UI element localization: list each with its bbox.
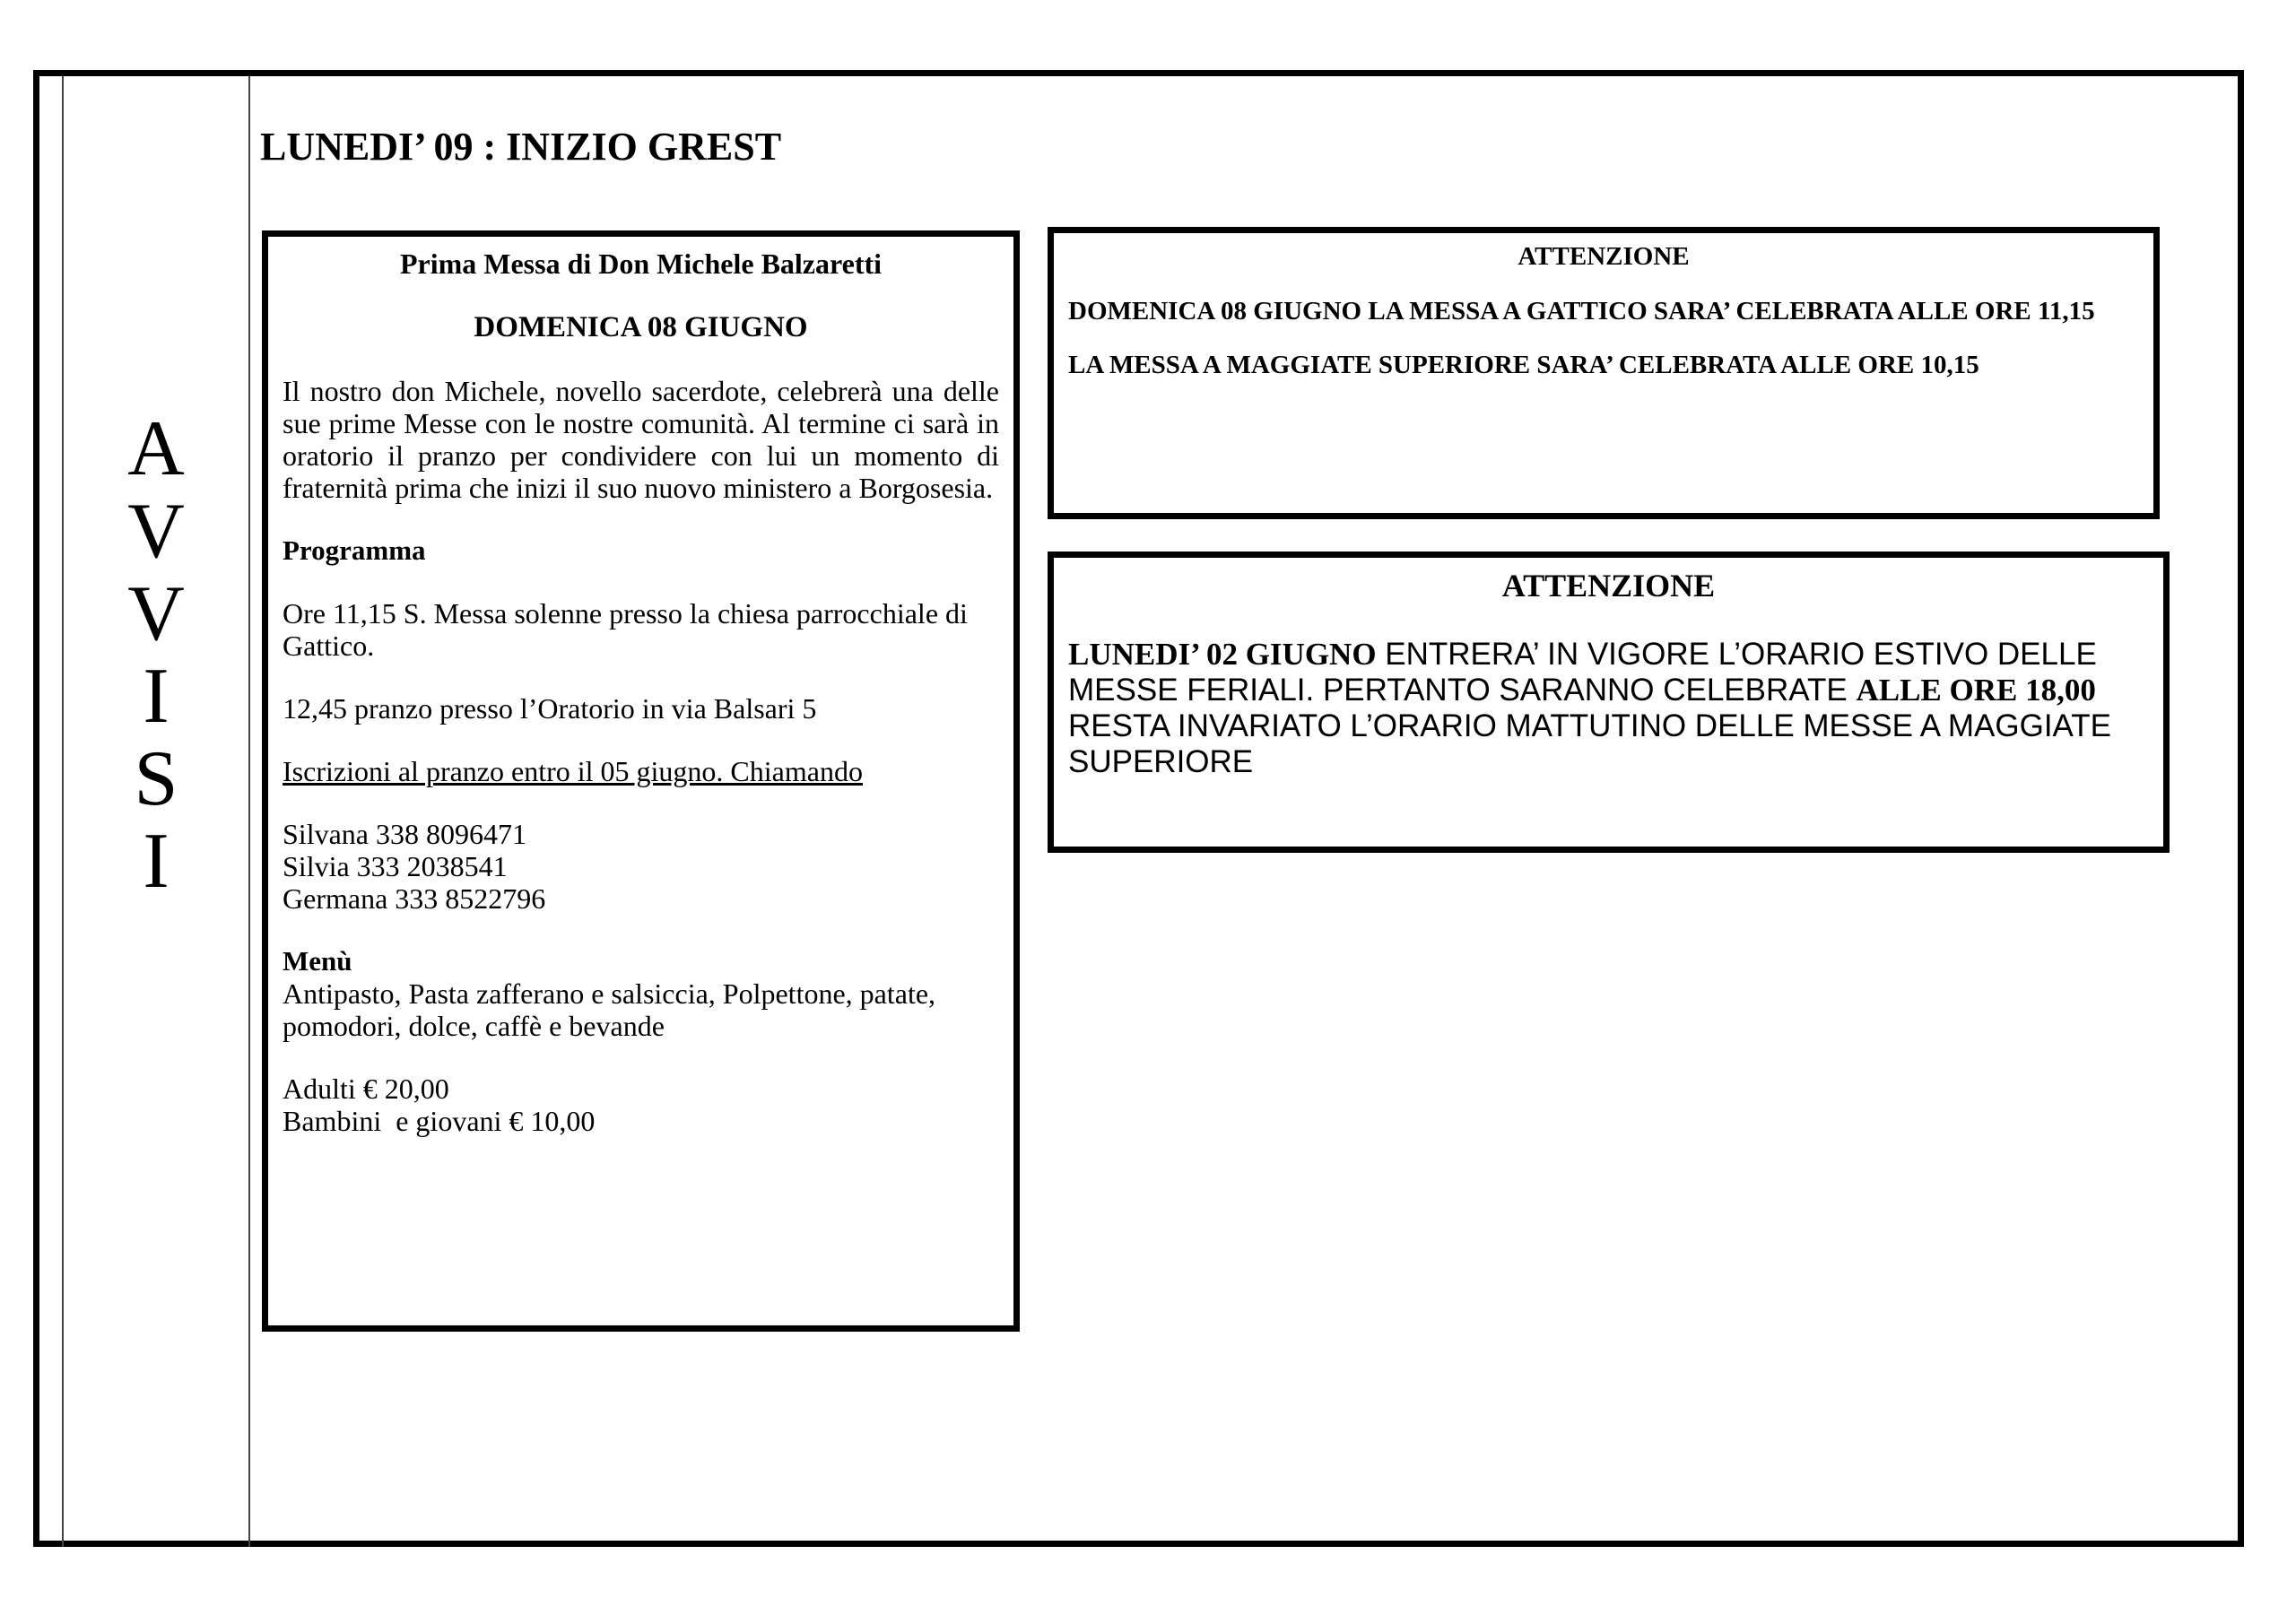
headline: LUNEDI’ 09 : INIZIO GREST	[260, 125, 782, 169]
side-letter: A	[127, 405, 185, 492]
side-column	[62, 76, 250, 1547]
contact: Silvana 338 8096471	[283, 818, 526, 850]
side-letter: V	[127, 570, 185, 657]
notice-box-gattico	[1048, 227, 2160, 519]
program-line-1: Ore 11,15 S. Messa solenne presso la chiesa parrocchiale di Gattico.	[283, 597, 968, 662]
contact: Silvia 333 2038541	[283, 850, 508, 882]
notice-line: DOMENICA 08 GIUGNO LA MESSA A GATTICO SARA’ CELEBRATA ALLE ORE 11,15	[1068, 297, 2095, 326]
side-label-avvisi	[64, 405, 248, 905]
notice-text-end: RESTA INVARIATO L’ORARIO MATTUTINO DELLE MESSE A MAGGIATE SUPERIORE	[1068, 708, 2112, 779]
side-letter: V	[127, 488, 185, 575]
notice-time: ALLE ORE 18,00	[1856, 673, 2096, 708]
box-title: Prima Messa di Don Michele Balzaretti	[399, 248, 883, 280]
price: Bambini e giovani € 10,00	[283, 1105, 596, 1137]
menu-heading: Menù	[283, 945, 352, 977]
notice-text-mid: ENTRERA’ IN VIGORE L’ORARIO ESTIVO DELLE MESSE FERIALI. PERTANTO SARANNO CELEBRATE	[1068, 637, 2097, 708]
program-line-2: 12,45 pranzo presso l’Oratorio in via Balsari 5	[283, 692, 817, 725]
registration-text: Iscrizioni al pranzo entro il 05 giugno. Chiamando	[283, 755, 863, 787]
first-mass-box	[262, 230, 1020, 1332]
intro-text: Il nostro don Michele, novello sacerdote, celebrerà una delle sue prime Messe con le nostre comunità. Al termine ci sarà in oratorio il pranzo per condividere con lui un momento di fraternità prima che inizi il suo nuovo ministero a Borgosesia.	[283, 375, 999, 504]
contact-list	[283, 818, 999, 915]
side-letter: I	[143, 818, 170, 905]
side-letter: I	[143, 653, 170, 740]
program-heading: Programma	[283, 534, 426, 566]
notice-box-summer-schedule	[1048, 551, 2170, 853]
price: Adulti € 20,00	[283, 1073, 449, 1105]
notice-title: ATTENZIONE	[1501, 568, 1716, 604]
side-letter: S	[134, 735, 178, 822]
notice-text	[1068, 637, 2149, 780]
notice-date: LUNEDI’ 02 GIUGNO	[1068, 637, 1377, 672]
notice-line: LA MESSA A MAGGIATE SUPERIORE SARA’ CELEBRATA ALLE ORE 10,15	[1068, 351, 1979, 379]
notice-title: ATTENZIONE	[1518, 242, 1690, 271]
event-date: DOMENICA 08 GIUGNO	[474, 311, 808, 343]
contact: Germana 333 8522796	[283, 882, 546, 915]
menu-text: Antipasto, Pasta zafferano e salsiccia, Polpettone, patate, pomodori, dolce, caffè e bevande	[283, 977, 936, 1042]
price-list	[283, 1073, 999, 1137]
